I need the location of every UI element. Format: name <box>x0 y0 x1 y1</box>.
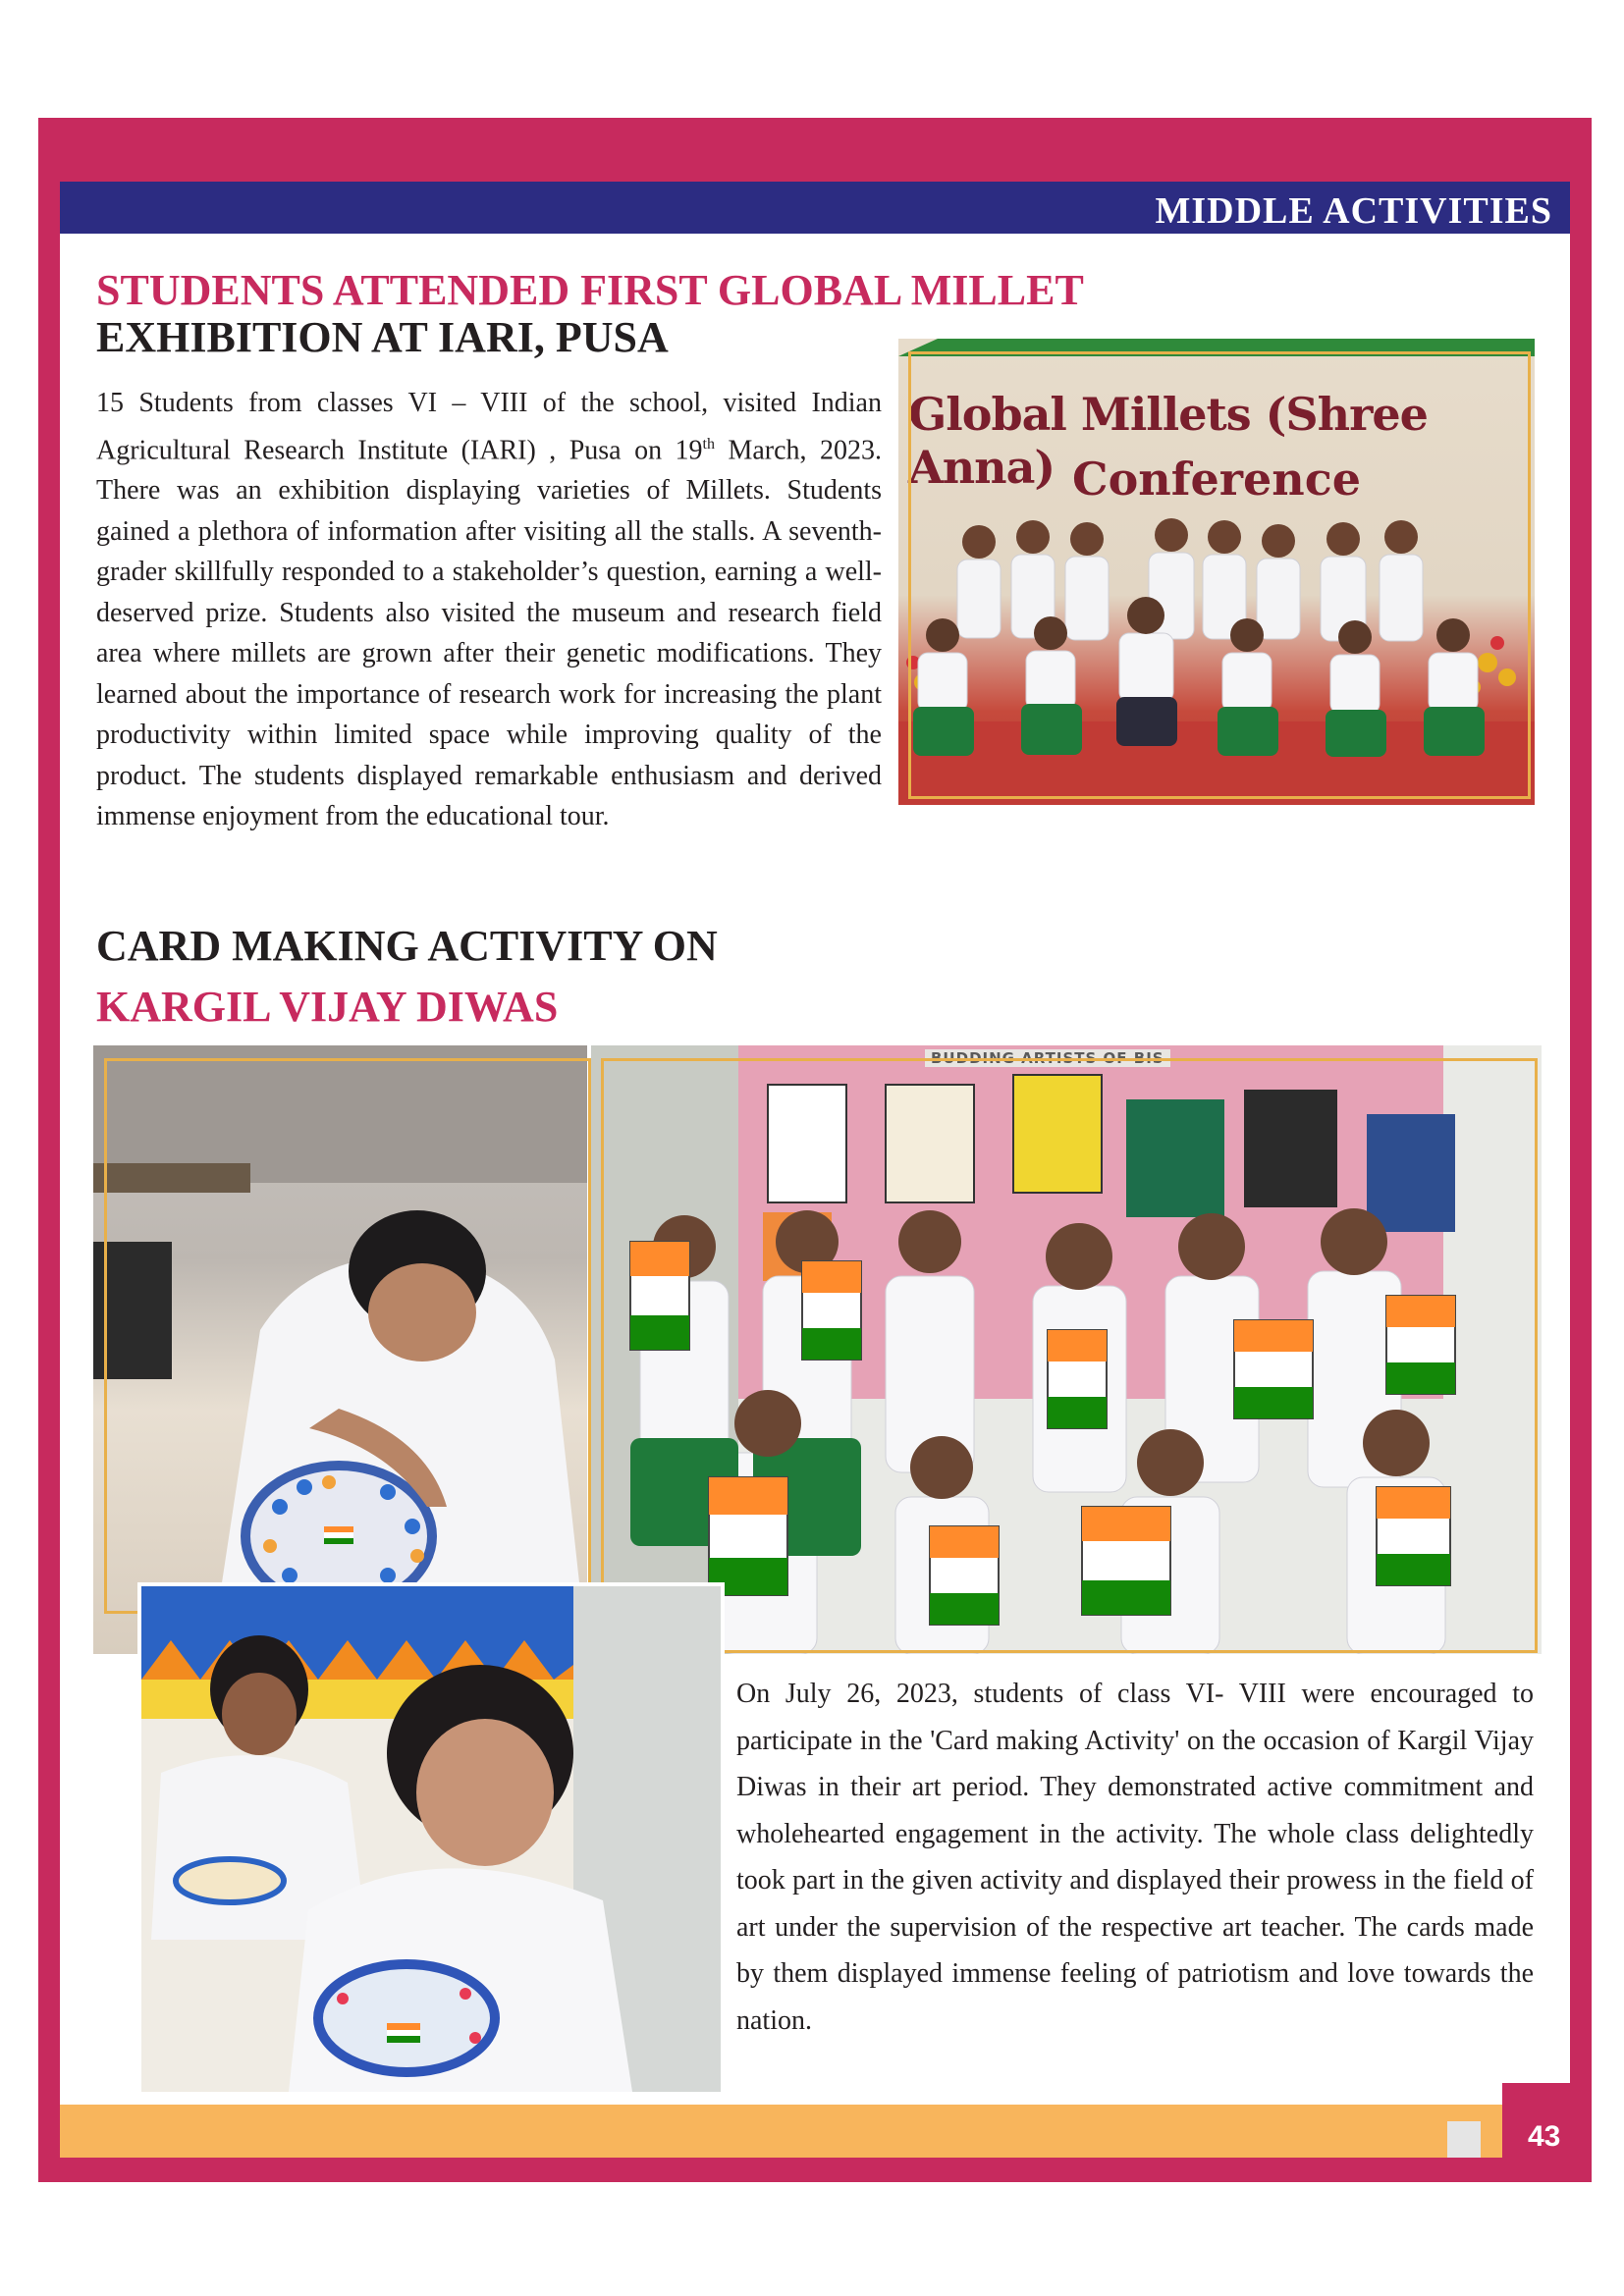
girls-card-making-illustration <box>141 1586 721 2092</box>
article1-title-line2: EXHIBITION AT IARI, PUSA <box>96 313 669 361</box>
millet-banner-line1: Global Millets (Shree Anna) <box>908 388 1428 494</box>
art-board-label: BUDDING ARTISTS OF BIS <box>925 1049 1170 1067</box>
article2-title-line1: CARD MAKING ACTIVITY ON <box>96 922 718 970</box>
student-card-making-illustration <box>93 1045 587 1654</box>
page-frame-left <box>38 118 60 2182</box>
group-cards-illustration <box>591 1045 1542 1654</box>
page-frame-right <box>1570 118 1592 2182</box>
article2-body: On July 26, 2023, students of class VI- VIII were encouraged to participate in the 'Card making Activity' on the occasion of Kargil Vijay Diwas in their art period. They demonstrated active commitment and wholehearted engagement in the activity. The whole class delightedly took part in the given activity and displayed their prowess in the field of art under the supervision of the respective art teacher. The cards made by them displayed immense feeling of patriotism and love towards the nation. <box>736 1679 1534 2036</box>
section-header-bar <box>60 182 1570 234</box>
student-card-making-photo <box>93 1045 587 1654</box>
page-number: 43 <box>1528 2120 1561 2153</box>
footer-square-orange <box>1481 2105 1502 2158</box>
article2-title-line2: KARGIL VIJAY DIWAS <box>96 983 559 1031</box>
girls-card-making-photo <box>137 1582 725 2096</box>
page-frame-top <box>38 118 1592 182</box>
article1-title-line1: STUDENTS ATTENDED FIRST GLOBAL MILLET <box>96 266 1084 314</box>
page-frame-bottom <box>38 2158 1592 2182</box>
group-cards-photo <box>591 1045 1542 1654</box>
millet-banner-line2: Conference <box>1071 453 1361 506</box>
section-label: MIDDLE ACTIVITIES <box>1155 190 1552 232</box>
page-footer-bar <box>60 2105 1570 2158</box>
article1-body: 15 Students from classes VI – VIII of the school, visited Indian Agricultural Research Institute (IARI) , Pusa on 19th March, 2023. There was an exhibition displaying varieties of Millets. Students gained a plethora of information after visiting all the stalls. A seventh-grader skillfully responded to a stakeholder’s question, earning a well-deserved prize. Students also visited the museum and research field area where millets are grown after their genetic modifications. They learned about the importance of research work for increasing the plant productivity within limited space while improving quality of the product. The students displayed remarkable enthusiasm and derived immense enjoyment from the educational tour. <box>96 388 882 832</box>
millet-conference-photo <box>898 339 1535 805</box>
